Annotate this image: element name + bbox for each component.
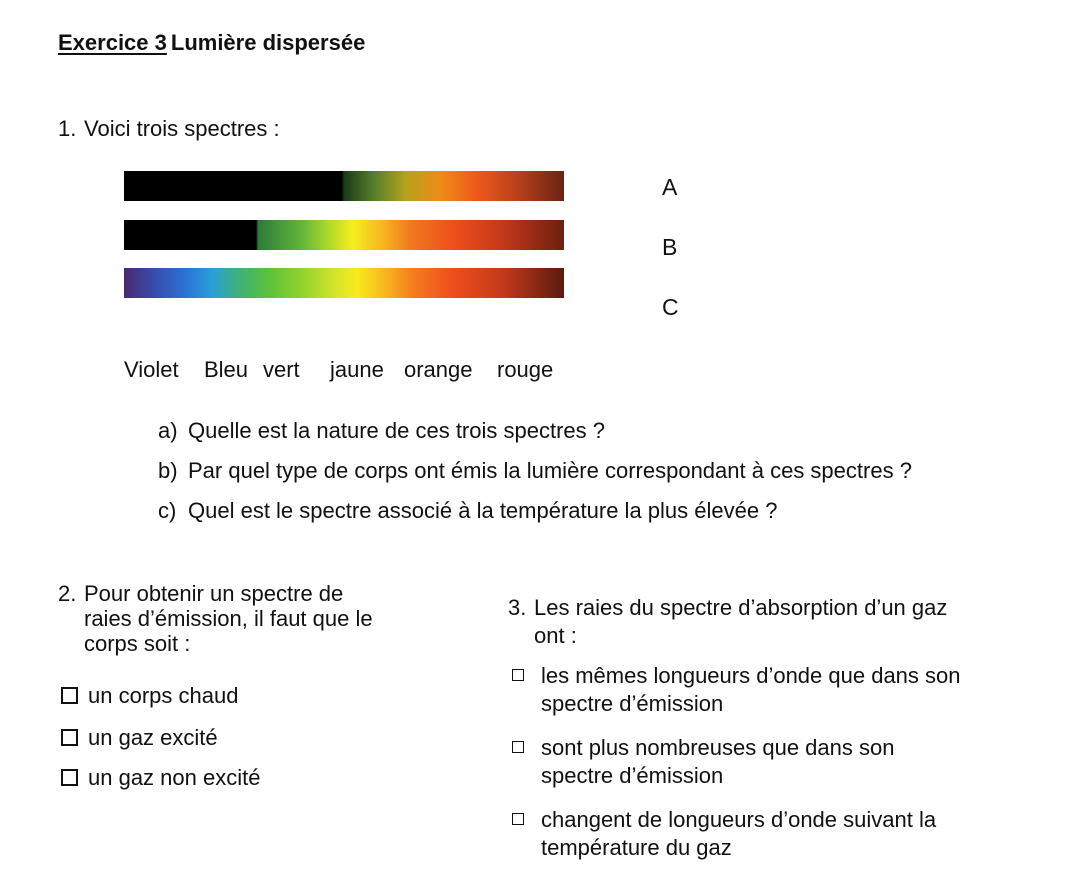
subquestion-c-text: Quel est le spectre associé à la température la plus élevée ? <box>188 498 778 523</box>
color-label-violet: Violet <box>124 357 179 382</box>
question-3-line-1: Les raies du spectre d’absorption d’un gaz <box>534 595 948 620</box>
exercise-number: Exercice 3 <box>58 30 167 55</box>
checkbox-icon[interactable] <box>61 729 78 746</box>
question-1 <box>58 116 280 142</box>
q3-option-2-line-2: spectre d’émission <box>541 763 724 788</box>
question-2-line-1: Pour obtenir un spectre de <box>84 581 344 606</box>
exercise-name: Lumière dispersée <box>170 30 366 55</box>
checkbox-icon[interactable] <box>512 813 524 825</box>
subquestion-b-text: Par quel type de corps ont émis la lumière correspondant à ces spectres ? <box>188 458 912 483</box>
question-3 <box>508 594 947 650</box>
subquestion-c <box>158 498 777 524</box>
q3-option-3-text <box>541 806 936 862</box>
q2-option-1-text: un corps chaud <box>88 683 239 708</box>
spectrum-label-c: C <box>662 294 679 320</box>
spectrum-a <box>124 171 564 201</box>
color-label-rouge: rouge <box>497 357 554 382</box>
question-2-number: 2. <box>58 581 77 606</box>
subquestion-b <box>158 458 912 484</box>
question-1-number: 1. <box>58 116 77 141</box>
subquestion-b-label: b) <box>158 458 178 483</box>
question-2-line-2: raies d’émission, il faut que le <box>84 606 373 631</box>
q3-option-2-line-1: sont plus nombreuses que dans son <box>541 735 895 760</box>
q2-option-3[interactable] <box>61 765 260 790</box>
checkbox-icon[interactable] <box>61 769 78 786</box>
q2-option-3-text: un gaz non excité <box>88 765 261 790</box>
subquestion-c-label: c) <box>158 498 177 523</box>
question-3-number: 3. <box>508 595 527 620</box>
subquestion-a <box>158 418 605 444</box>
question-2 <box>58 581 373 656</box>
color-label-orange: orange <box>404 357 473 382</box>
q2-option-2[interactable] <box>61 725 218 750</box>
spectrum-b <box>124 220 564 250</box>
q3-option-1-line-1: les mêmes longueurs d’onde que dans son <box>541 663 961 688</box>
question-2-line-3: corps soit : <box>84 631 191 656</box>
q2-option-1[interactable] <box>61 683 238 708</box>
exercise-title <box>58 30 365 56</box>
color-label-bleu: Bleu <box>204 357 249 382</box>
subquestion-a-label: a) <box>158 418 178 443</box>
spectrum-label-b: B <box>662 234 678 260</box>
q3-option-2-text <box>541 734 894 790</box>
q3-option-1-text <box>541 662 961 718</box>
question-3-line-2: ont : <box>534 623 577 648</box>
question-1-text: Voici trois spectres : <box>84 116 280 141</box>
checkbox-icon[interactable] <box>61 687 78 704</box>
spectrum-label-a: A <box>662 174 678 200</box>
color-label-vert: vert <box>263 357 300 382</box>
q3-option-3-line-2: température du gaz <box>541 835 732 860</box>
subquestion-a-text: Quelle est la nature de ces trois spectres ? <box>188 418 605 443</box>
q3-option-3-line-1: changent de longueurs d’onde suivant la <box>541 807 937 832</box>
spectrum-c <box>124 268 564 298</box>
checkbox-icon[interactable] <box>512 669 524 681</box>
checkbox-icon[interactable] <box>512 741 524 753</box>
color-label-jaune: jaune <box>330 357 384 382</box>
q2-option-2-text: un gaz excité <box>88 725 218 750</box>
q3-option-1-line-2: spectre d’émission <box>541 691 724 716</box>
